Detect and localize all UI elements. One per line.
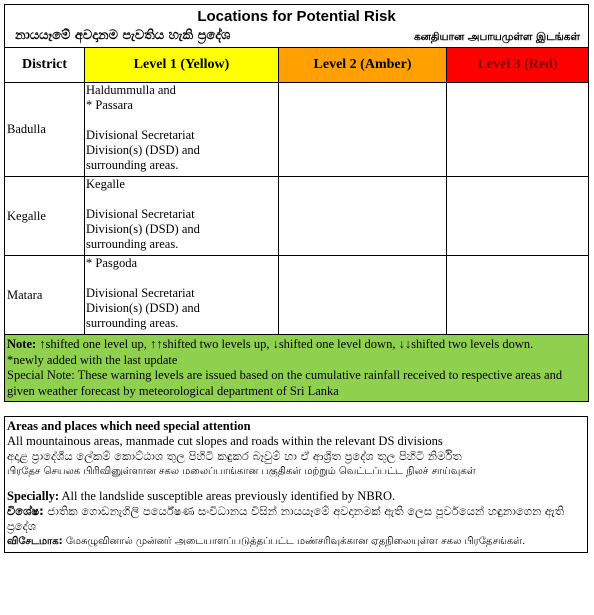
specially-sinhala <box>7 504 585 534</box>
level1-line: Divisional Secretariat <box>86 128 195 142</box>
table-row <box>5 177 589 256</box>
attention-english: All mountainous areas, manmade cut slopes and roads within the relevant DS divisions <box>7 434 443 448</box>
specially-label: Specially: <box>7 489 60 503</box>
title-cell <box>5 5 589 48</box>
level1-line: Divisional Secretariat <box>86 286 195 300</box>
page-title: Locations for Potential Risk <box>197 8 396 25</box>
level3-cell <box>447 83 589 177</box>
level1-line: Haldummulla and <box>86 83 176 97</box>
attention-tamil: பிரதேச செயலக பிரிவினுள்ளான சகல மலைப்பாங்கான பகுதிகள் மற்றும் வெட்டப்பட்ட நிலச் சாய்வுகள் <box>7 466 476 477</box>
specially-tamil <box>7 534 585 549</box>
level3-cell <box>447 256 589 335</box>
level1-cell <box>85 83 279 177</box>
specially-english <box>7 489 585 504</box>
level1-line: Kegalle <box>86 177 125 191</box>
specially-text: All the landslide susceptible areas previously identified by NBRO. <box>59 489 396 503</box>
page-title-tamil: கனதியான அபாயமுள்ள இடங்கள் <box>413 31 580 43</box>
level1-line <box>86 271 278 286</box>
newly-added-note: *newly added with the last update <box>7 352 178 367</box>
level1-line: * Pasgoda <box>86 256 138 270</box>
level1-cell <box>85 177 279 256</box>
note-text: ↑shifted one level up, ↑↑shifted two levels up, ↓shifted one level down, ↓↓shifted two levels down. <box>36 337 534 351</box>
level1-line: surrounding areas. <box>86 158 179 172</box>
level1-line <box>86 192 278 207</box>
risk-table <box>4 4 589 402</box>
page-title-sinhala: නායයෑමේ අවදානම පැවතිය හැකි ප්‍රදේශ <box>15 28 231 43</box>
specially-tamil-text: மேசுழுவினால் முன்னர் அடையாளப்படுத்தப்பட்ட மண்சரிவுக்கான ஏதநிலையுள்ள சகல பிரதேசங்கள். <box>62 536 526 547</box>
level1-cell <box>85 256 279 335</box>
risk-document <box>4 4 588 553</box>
level2-cell <box>279 256 447 335</box>
table-row <box>5 256 589 335</box>
level3-cell <box>447 177 589 256</box>
level1-line: Divisional Secretariat <box>86 207 195 221</box>
header-level2: Level 2 (Amber) <box>279 48 447 83</box>
level2-cell <box>279 83 447 177</box>
header-level3: Level 3 (Red) <box>447 48 589 83</box>
level2-cell <box>279 177 447 256</box>
note-legend <box>7 337 586 353</box>
attention-sinhala: අදාළ ප්‍රාදේශීය ලේකම් කොට්ඨාශ තුල පිහිටි කඳුකර බෑවුම් හා ඒ ආශ්‍රිත ප්‍රදේශ තුල පිහිටි නිර්මිත <box>7 449 462 463</box>
district-cell: Matara <box>5 256 85 335</box>
level1-line: Division(s) (DSD) and <box>86 143 200 157</box>
table-row <box>5 83 589 177</box>
level1-line <box>86 113 278 128</box>
header-level1: Level 1 (Yellow) <box>85 48 279 83</box>
level1-line: surrounding areas. <box>86 316 179 330</box>
level1-line: surrounding areas. <box>86 237 179 251</box>
header-district: District <box>5 48 85 83</box>
specially-tamil-label: விசேடமாக: <box>7 536 63 547</box>
note-label: Note: <box>7 337 37 351</box>
attention-heading: Areas and places which need special attention <box>7 419 251 433</box>
specially-sinhala-label: විශේෂ: <box>7 504 44 518</box>
level1-line: Division(s) (DSD) and <box>86 222 200 236</box>
level1-line: Division(s) (DSD) and <box>86 301 200 315</box>
district-cell: Kegalle <box>5 177 85 256</box>
attention-box <box>4 416 588 553</box>
specially-sinhala-text: ජාතික ගොඩනැගිලි පර්යේෂණ සංවිධානය විසින් නායයෑමේ අවදානමක් ඇති ලෙස පූර්වයෙන් හඳුනාගෙන ඇති ප්‍රදේශ <box>7 504 565 533</box>
district-cell: Badulla <box>5 83 85 177</box>
special-note: Special Note: These warning levels are issued based on the cumulative rainfall received to respective areas and given weather forecast by meteorological department of Sri Lanka <box>7 368 563 398</box>
level1-line: * Passara <box>86 98 133 112</box>
notes-cell <box>5 335 589 402</box>
